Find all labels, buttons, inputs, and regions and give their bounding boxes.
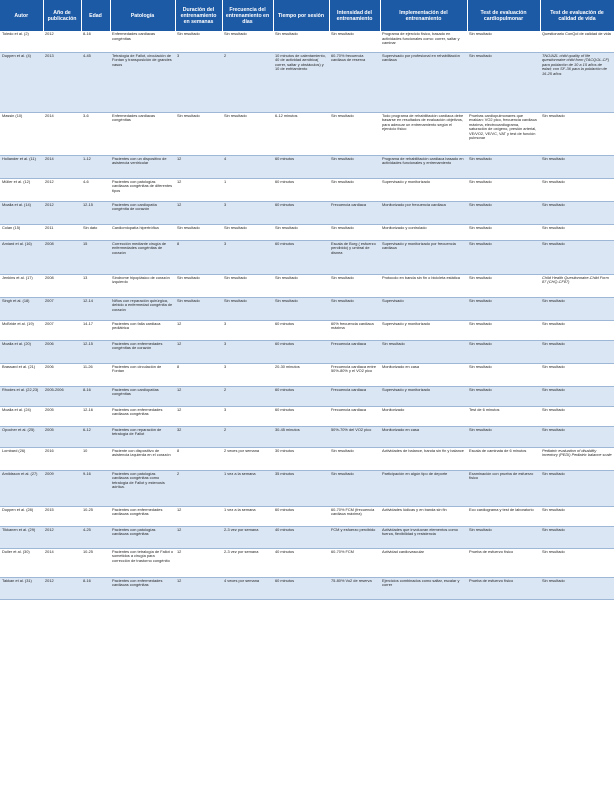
table-cell: Frecuencia cardiaca — [329, 406, 380, 426]
table-cell: Eco cardiograma y test de laboratorio — [467, 506, 540, 526]
table-cell: 32 — [175, 426, 222, 447]
table-cell: 2009 — [43, 470, 81, 506]
table-cell: Sin resultado — [467, 363, 540, 386]
table-cell: Escala de caminata de 6 minutos — [467, 447, 540, 470]
table-cell: Sin resultado — [467, 31, 540, 52]
table-cell: 2 — [222, 386, 273, 406]
table-cell: Frecuencia cardiaca entre 50%-80% y el VO2 pico — [329, 363, 380, 386]
table-cell: Programa de ejercicio físico, basado en actividades funcionales como: correr, saltar y caminar — [380, 31, 467, 52]
table-cell: 2006 — [43, 363, 81, 386]
table-row — [0, 506, 614, 526]
table-cell: 2012 — [43, 178, 81, 201]
table-cell: 2 — [222, 426, 273, 447]
table-cell: 60 minutos — [273, 406, 329, 426]
table-cell: 30-45 minutos — [273, 426, 329, 447]
table-cell: 75-80% Vo2 de reserva — [329, 577, 380, 599]
table-cell: 4 veces por semana — [222, 577, 273, 599]
header-cell: Año de publicación — [43, 0, 81, 31]
table-cell: Moalla et al. (24) — [0, 406, 43, 426]
table-cell: 4 — [222, 155, 273, 178]
table-cell: 2012 — [43, 31, 81, 52]
table-cell: Massin (10) — [0, 112, 43, 155]
table-cell: 9-16 — [81, 470, 110, 506]
table-row — [0, 52, 614, 112]
table-cell: 4-45 — [81, 52, 110, 112]
table-cell: Sin resultado — [222, 274, 273, 297]
table-cell: Singh et al. (18) — [0, 297, 43, 320]
table-cell: Brassard et al. (21) — [0, 363, 43, 386]
table-cell: Prueba de esfuerzo físico — [467, 548, 540, 577]
table-cell: Sin resultado — [540, 363, 614, 386]
table-cell: Actividad cardiovascular — [380, 548, 467, 577]
table-cell: 12 — [175, 577, 222, 599]
table-cell: Sin resultado — [329, 224, 380, 240]
table-cell: Sin resultado — [380, 340, 467, 363]
table-cell: Supervisado y monitorizado — [380, 178, 467, 201]
table-cell: Sin resultado — [540, 340, 614, 363]
table-row — [0, 224, 614, 240]
table-cell: Sin resultado — [540, 224, 614, 240]
table-cell: 1 — [222, 178, 273, 201]
table-cell: 8-16 — [81, 577, 110, 599]
table-cell: Sin resultado — [222, 297, 273, 320]
table-cell: 60-70% FCM (frecuencia cardiaca máxima) — [329, 506, 380, 526]
table-cell: Amildsson et al. (27) — [0, 470, 43, 506]
table-cell: Pacientes con enfermedades congénitas de corazón — [110, 340, 175, 363]
table-cell: Sin resultado — [222, 224, 273, 240]
table-cell: Sin resultado — [467, 297, 540, 320]
table-cell: Sin resultado — [467, 320, 540, 340]
table-cell: 2008 — [43, 274, 81, 297]
table-cell: Sin resultado — [329, 31, 380, 52]
table-cell: Frecuencia cardiaca — [329, 201, 380, 224]
table-cell: 1-12 — [81, 155, 110, 178]
header-cell: Tiempo por sesión — [273, 0, 329, 31]
table-cell: Monitorizado en casa — [380, 426, 467, 447]
table-row — [0, 112, 614, 155]
table-cell: Supervisado y monitorizado por frecuencia cardiaca — [380, 240, 467, 274]
table-cell: 12 — [175, 506, 222, 526]
table-cell: 2011 — [43, 224, 81, 240]
table-cell: 3 — [222, 340, 273, 363]
table-cell: Sin resultado — [467, 178, 540, 201]
table-cell: Questionario ConQol de calidad de vida — [540, 31, 614, 52]
table-cell: 2005 — [43, 406, 81, 426]
header-cell: Duración del entrenamiento en semanas — [175, 0, 222, 31]
table-cell: 10-25 — [81, 548, 110, 577]
table-cell: Sin resultado — [540, 526, 614, 548]
table-cell: 2008 — [43, 240, 81, 274]
table-row — [0, 31, 614, 52]
table-cell: FCM y esfuerzo percibido — [329, 526, 380, 548]
table-cell: Sin resultado — [540, 386, 614, 406]
table-cell: 15 — [81, 240, 110, 274]
table-row — [0, 548, 614, 577]
table-cell: Sin resultado — [467, 386, 540, 406]
table-cell: Pacientes con reparación de tetralogía de Fallot — [110, 426, 175, 447]
table-cell: 12 — [175, 526, 222, 548]
table-cell: 11-26 — [81, 363, 110, 386]
table-cell: Sin resultado — [329, 447, 380, 470]
table-cell: Colan (15) — [0, 224, 43, 240]
table-cell: Sin resultado — [540, 320, 614, 340]
table-cell: Frecuencia cardiaca — [329, 386, 380, 406]
table-cell: 6-12 — [81, 426, 110, 447]
table-cell: Sin resultado — [175, 31, 222, 52]
table-row — [0, 274, 614, 297]
table-cell: Sin resultado — [467, 52, 540, 112]
table-cell: Toledo et al. (2) — [0, 31, 43, 52]
table-cell: McBride et al. (19) — [0, 320, 43, 340]
table-cell: 60 minutos — [273, 320, 329, 340]
table-cell: Participación en algún tipo de deporte — [380, 470, 467, 506]
header-cell: Test de evaluación de calidad de vida — [540, 0, 614, 31]
table-cell: Tikkanen et al. (29) — [0, 526, 43, 548]
table-cell: 8 — [175, 447, 222, 470]
table-cell: 3 — [222, 320, 273, 340]
table-cell: Rhodes et al. (22,23) — [0, 386, 43, 406]
table-cell: Child Health Questionnaire-Child Form 87 (CHQ-CF87) — [540, 274, 614, 297]
table-cell: Actividades lúdicas y en banda sin fin — [380, 506, 467, 526]
table-cell: 12 — [175, 548, 222, 577]
table-cell: Monitorizado por frecuencia cardiaca — [380, 201, 467, 224]
table-cell: 60-70% FCM — [329, 548, 380, 577]
table-cell: Supervisado y monitorizado — [380, 386, 467, 406]
table-cell: Niños con reparación quirúrgica, debido a enfermedad congénita de corazón — [110, 297, 175, 320]
table-cell: 60 minutos — [273, 178, 329, 201]
table-cell: Moalla et al. (20) — [0, 340, 43, 363]
table-row — [0, 297, 614, 320]
table-cell: 12 — [175, 201, 222, 224]
table-cell: Cardiomiopatía hipertrófica — [110, 224, 175, 240]
table-cell: 3 — [222, 201, 273, 224]
table-cell: 40 minutos — [273, 548, 329, 577]
table-cell: 4-6 — [81, 178, 110, 201]
table-cell: 8 — [175, 240, 222, 274]
table-row — [0, 526, 614, 548]
table-cell: Jenkins et al. (17) — [0, 274, 43, 297]
table-cell: Opocher et al. (25) — [0, 426, 43, 447]
table-cell: 10 — [81, 447, 110, 470]
table-cell: 60 minutos — [273, 386, 329, 406]
header-cell: Edad — [81, 0, 110, 31]
table-cell: Sin resultado — [540, 406, 614, 426]
table-cell: Sin resultado — [540, 470, 614, 506]
table-cell: Sin resultado — [273, 31, 329, 52]
table-cell: TNO/AZL child quality of life questionnaire child form (TACQOL-CF) para población de 10 a 15 años de edad; con SF-36 para la población de 16-25 años — [540, 52, 614, 112]
header-cell: Intensidad del entrenamiento — [329, 0, 380, 31]
table-cell: 4-25 — [81, 526, 110, 548]
table-cell: Pacientes con cardiopatías congénitas — [110, 386, 175, 406]
table-cell: Sin resultado — [540, 155, 614, 178]
table-cell: Sin resultado — [540, 240, 614, 274]
table-cell: Sin resultado — [467, 201, 540, 224]
table-cell: 12-16 — [81, 406, 110, 426]
table-cell: 8-16 — [81, 386, 110, 406]
table-cell: Pruebas cardiopulmonares que evalúan: VO2 pico, frecuencia cardiaca máxima, electrocardiograma, saturación de oxígeno, presión arterial, VE/VO2, VE/VC, VAT y test de función pulmonar — [467, 112, 540, 155]
header-cell: Frecuencia del entrenamiento en días — [222, 0, 273, 31]
table-cell: Sin resultado — [329, 178, 380, 201]
table-cell: Supervisado — [380, 297, 467, 320]
table-cell: 60 minutos — [273, 577, 329, 599]
table-row — [0, 178, 614, 201]
table-cell: Sin resultado — [467, 224, 540, 240]
table-row — [0, 201, 614, 224]
table-cell: 3 — [222, 240, 273, 274]
table-cell: 10-25 — [81, 506, 110, 526]
table-row — [0, 447, 614, 470]
table-cell: Monitorizado — [380, 406, 467, 426]
table-cell: Duppen et al. (28) — [0, 506, 43, 526]
table-cell: Supervisado y monitorizado — [380, 320, 467, 340]
table-cell: Sin resultado — [467, 240, 540, 274]
table-cell: 13 — [81, 274, 110, 297]
table-cell: Actividades que involucran elementos como fuerza, flexibilidad y resistencia — [380, 526, 467, 548]
table-cell: 3-6 — [81, 112, 110, 155]
table-cell: 6-12 minutos — [273, 112, 329, 155]
table-cell: 50%-70% del VO2 pico — [329, 426, 380, 447]
table-cell: 12 — [175, 155, 222, 178]
table-cell: Examinación con prueba de esfuerzo físico — [467, 470, 540, 506]
table-cell: Sin resultado — [175, 297, 222, 320]
table-cell: 10 minutos de calentamiento, 40 de actividad aeróbica( correr, saltar y obstáculos) y 10 de enfriamiento — [273, 52, 329, 112]
table-cell: 2016 — [43, 447, 81, 470]
table-cell: 2 — [222, 52, 273, 112]
table-cell: 40 minutos — [273, 526, 329, 548]
table-cell: Actividades de balance, banda sin fin y balance — [380, 447, 467, 470]
table-cell: 60 minutos — [273, 340, 329, 363]
table-cell: Prueba de esfuerzo físico — [467, 577, 540, 599]
table-cell: 60 minutos — [273, 506, 329, 526]
table-cell: 12-14 — [81, 297, 110, 320]
table-cell: Sin resultado — [329, 297, 380, 320]
table-row — [0, 363, 614, 386]
table-row — [0, 426, 614, 447]
table-cell: 3 — [175, 52, 222, 112]
table-cell: Duppen et al. (4) — [0, 52, 43, 112]
table-cell: Sin dato — [81, 224, 110, 240]
table-row — [0, 240, 614, 274]
table-cell: 2005-2006 — [43, 386, 81, 406]
table-cell: Pacientes con falla cardiaca pediátrica — [110, 320, 175, 340]
table-cell: Sin resultado — [329, 470, 380, 506]
table-cell: 3 — [222, 363, 273, 386]
table-cell: Corrección mediante cirugía de enfermedades congénitas de corazón — [110, 240, 175, 274]
table-cell: 14-17 — [81, 320, 110, 340]
table-cell: 12-15 — [81, 201, 110, 224]
header-cell: Implementación del entrenamiento — [380, 0, 467, 31]
table-cell: Ejercicios combinados como saltar, escalar y correr — [380, 577, 467, 599]
table-cell: 12-15 — [81, 340, 110, 363]
table-cell: Monitorizado en casa — [380, 363, 467, 386]
header-cell: Patología — [110, 0, 175, 31]
table-cell: Todo programa de rehabilitación cardiaca debe basarse en resultados de evaluación objetivos, para adecuar un entrenamiento según el ejercicio físico — [380, 112, 467, 155]
table-cell: Pacientes con enfermedades cardiacas congénitas — [110, 577, 175, 599]
table-cell: Test de 6 minutos — [467, 406, 540, 426]
table-cell: Takkan et al. (31) — [0, 577, 43, 599]
table-cell: Hollander et al. (11) — [0, 155, 43, 178]
table-cell: 2012 — [43, 526, 81, 548]
table-cell: 2012 — [43, 577, 81, 599]
table-cell: Sin resultado — [329, 155, 380, 178]
table-cell: Sin resultado — [273, 274, 329, 297]
table-cell: Sin resultado — [540, 506, 614, 526]
table-cell: 12 — [175, 340, 222, 363]
table-cell: 2-3 vez por semana — [222, 526, 273, 548]
table-cell: Monitorizado y controlado — [380, 224, 467, 240]
table-row — [0, 320, 614, 340]
table-cell: Sin resultado — [329, 112, 380, 155]
table-cell: 12 — [175, 178, 222, 201]
table-cell: 12 — [175, 386, 222, 406]
table-cell: 2014 — [43, 112, 81, 155]
table-cell: Pacientes con patologías cardiacas congénitas de diferentes tipos — [110, 178, 175, 201]
table-cell: 60 minutos — [273, 201, 329, 224]
table-row — [0, 340, 614, 363]
table-cell: Pacientes con patologías cardiacas congénitas como tetralogía de Fallot y estenosis aórtica. — [110, 470, 175, 506]
table-cell: Pacientes con tetralogía de Fallot o sometidos a cirugía para corrección de trastorno congénito — [110, 548, 175, 577]
table-cell: 60 minutos — [273, 240, 329, 274]
table-cell: Paciente con dispositivo de asistencia izquierda en el corazón — [110, 447, 175, 470]
table-cell: Moalla et al. (14) — [0, 201, 43, 224]
table-cell: 1 vez a la semana — [222, 470, 273, 506]
table-cell: Sin resultado — [273, 224, 329, 240]
table-cell: 2 veces por semana — [222, 447, 273, 470]
table-row — [0, 386, 614, 406]
table-cell: Sin resultado — [467, 526, 540, 548]
table-body — [0, 31, 614, 599]
table-cell: 2013 — [43, 52, 81, 112]
table-cell: 60-70% frecuencia cardiaca de reserva — [329, 52, 380, 112]
table-cell: Protocolo en banda sin fin o bicicleta estática — [380, 274, 467, 297]
table-cell: Duller et al. (30) — [0, 548, 43, 577]
table-cell: 60% frecuencia cardiaca máxima — [329, 320, 380, 340]
header-row — [0, 0, 614, 31]
table-cell: 2007 — [43, 320, 81, 340]
table-cell: 35 minutos — [273, 470, 329, 506]
table-cell: Pediatric evaluation of disability inventory (PEDI) Pediatric balance scale — [540, 447, 614, 470]
table-cell: 2-3 vez por semana — [222, 548, 273, 577]
table-cell: Pacientes con circulación de Fontan — [110, 363, 175, 386]
table-cell: 2 — [175, 470, 222, 506]
table-cell: Sin resultado — [467, 274, 540, 297]
table-cell: Sin resultado — [329, 274, 380, 297]
table-cell: 12 — [175, 320, 222, 340]
table-cell: 2007 — [43, 297, 81, 320]
table-cell: 8-16 — [81, 31, 110, 52]
table-cell: Sin resultado — [273, 297, 329, 320]
table-cell: Enfermedades cardiacas congénitas — [110, 31, 175, 52]
table-cell: Sin resultado — [540, 548, 614, 577]
table-cell: Sin resultado — [540, 426, 614, 447]
table-cell: Sin resultado — [467, 426, 540, 447]
table-cell: Sin resultado — [540, 297, 614, 320]
table-cell: Sin resultado — [222, 31, 273, 52]
table-cell: Sin resultado — [175, 224, 222, 240]
table-cell: Pacientes con patologías cardiacas congénitas — [110, 526, 175, 548]
table-cell: 12 — [175, 406, 222, 426]
table-cell: 3 — [222, 406, 273, 426]
header-cell: Autor — [0, 0, 43, 31]
table-cell: Sin resultado — [175, 274, 222, 297]
table-cell: Lombard (26) — [0, 447, 43, 470]
table-cell: Enfermedades cardiacas congénitas — [110, 112, 175, 155]
header-cell: Test de evaluación cardiopulmonar — [467, 0, 540, 31]
table-cell: Sin resultado — [222, 112, 273, 155]
table-cell: Síndrome hipoplásico de corazón izquierdo — [110, 274, 175, 297]
table-cell: Supervisado por profesional en rehabilitación cardiaca — [380, 52, 467, 112]
table-cell: 8 — [175, 363, 222, 386]
table-cell: Frecuencia cardiaca — [329, 340, 380, 363]
table-cell: 1 vez a la semana — [222, 506, 273, 526]
table-cell: Escala de Borg ( esfuerzo percibido) y umbral de disnea — [329, 240, 380, 274]
table-cell: 2005 — [43, 426, 81, 447]
table-cell: Müller et al. (12) — [0, 178, 43, 201]
table-cell: Sin resultado — [175, 112, 222, 155]
table-cell: 2006 — [43, 340, 81, 363]
table-cell: Tetralogía de Fallot, circulación de Fontan y transposición de grandes vasos — [110, 52, 175, 112]
table-cell: Amiard et al. (16) — [0, 240, 43, 274]
table-row — [0, 470, 614, 506]
table-cell: Pacientes con un dispositivo de asistencia ventricular — [110, 155, 175, 178]
table-cell: 2014 — [43, 548, 81, 577]
table-cell: Sin resultado — [540, 112, 614, 155]
table-row — [0, 577, 614, 599]
table-cell: 2014 — [43, 155, 81, 178]
table-cell: Programa de rehabilitación cardiaca basado en actividades funcionales y entrenamiento — [380, 155, 467, 178]
table-cell: Pacientes con cardiopatía congénita de corazón — [110, 201, 175, 224]
table-row — [0, 155, 614, 178]
table-cell: Sin resultado — [540, 577, 614, 599]
table-cell: 20-30 minutos — [273, 363, 329, 386]
table-cell: Pacientes con enfermedades cardiacas congénitas — [110, 506, 175, 526]
table-cell: 60 minutos — [273, 155, 329, 178]
table-cell: 2015 — [43, 506, 81, 526]
table-cell: Sin resultado — [540, 201, 614, 224]
table-cell: Sin resultado — [467, 340, 540, 363]
table-cell: Sin resultado — [467, 155, 540, 178]
table-cell: Pacientes con enfermedades cardiacas congénitas — [110, 406, 175, 426]
table-row — [0, 406, 614, 426]
table-cell: Sin resultado — [540, 178, 614, 201]
table-cell: 30 minutos — [273, 447, 329, 470]
table-cell: 2012 — [43, 201, 81, 224]
